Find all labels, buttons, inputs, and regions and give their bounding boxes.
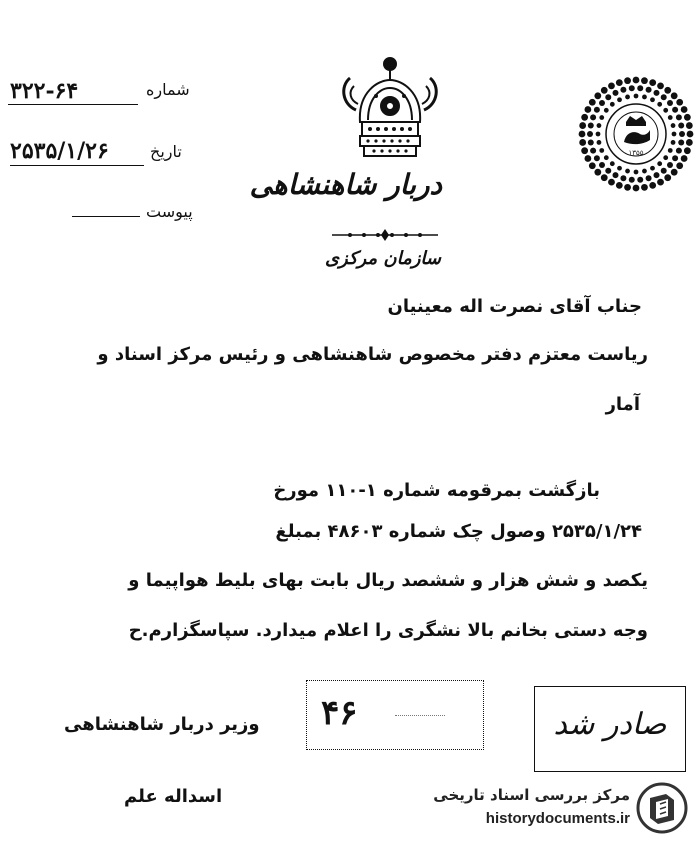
seal-dot bbox=[616, 182, 623, 189]
seal-dot bbox=[649, 79, 656, 86]
seal-dot bbox=[676, 99, 683, 106]
watermark-site: historydocuments.ir bbox=[485, 810, 630, 827]
seal-dot bbox=[594, 169, 601, 176]
seal-dot bbox=[687, 131, 694, 138]
seal-dot bbox=[584, 155, 591, 162]
seal-dot bbox=[608, 179, 615, 186]
seal-dot bbox=[667, 162, 673, 168]
seal-dot bbox=[637, 85, 643, 91]
seal-dot bbox=[599, 115, 604, 120]
seal-dot bbox=[686, 139, 693, 146]
attachment-underline bbox=[72, 216, 140, 217]
date-underline bbox=[10, 165, 144, 166]
number-underline bbox=[8, 104, 138, 105]
seal-dot bbox=[613, 172, 619, 178]
seal-dot bbox=[587, 131, 593, 137]
seal-dot bbox=[597, 123, 602, 128]
seal-dot bbox=[620, 87, 626, 93]
watermark bbox=[412, 780, 692, 836]
seal-dot bbox=[641, 184, 648, 191]
signature-title: وزیر دربار شاهنشاهی bbox=[64, 714, 260, 735]
seal-dot bbox=[610, 102, 615, 107]
seal-dot bbox=[634, 94, 639, 99]
seal-dot bbox=[594, 155, 600, 161]
letter-line-2: ریاست معتزم دفتر مخصوص شاهنشاهی و رئیس مرکز اسناد و bbox=[97, 344, 648, 365]
paragraph-line-3: یکصد و شش هزار و ششصد ریال بابت بهای بلیط هواپیما و bbox=[128, 570, 648, 591]
seal-dot bbox=[599, 100, 605, 106]
seal-dot bbox=[684, 147, 691, 154]
paragraph-line-1: بازگشت بمرقومه شماره ۱-۱۱۰ مورخ bbox=[273, 480, 600, 501]
seal-dot bbox=[581, 114, 588, 121]
seal-dot bbox=[678, 123, 684, 129]
seal-dot bbox=[663, 108, 668, 113]
handwritten-note-box bbox=[306, 680, 484, 750]
seal-emblem bbox=[578, 76, 694, 192]
seal-dot bbox=[681, 106, 688, 113]
faint-scribble bbox=[395, 715, 445, 716]
seal-dot bbox=[629, 85, 635, 91]
seal-dot bbox=[604, 108, 609, 113]
seal-dot bbox=[605, 168, 611, 174]
seal-dot bbox=[681, 155, 688, 162]
seal-dot bbox=[664, 87, 671, 94]
seal-dot bbox=[624, 77, 631, 84]
seal-dot bbox=[667, 100, 673, 106]
seal-dot bbox=[601, 174, 608, 181]
seal-dot bbox=[629, 177, 635, 183]
seal-dot bbox=[676, 114, 682, 120]
seal-dot bbox=[590, 114, 596, 120]
handwritten-number: ۴۶ bbox=[321, 693, 358, 733]
seal-dot bbox=[597, 140, 602, 145]
seal-dot bbox=[588, 123, 594, 129]
seal-dot bbox=[633, 185, 640, 192]
seal-dot bbox=[654, 90, 660, 96]
seal-dot bbox=[624, 184, 631, 191]
number-label: شماره bbox=[146, 80, 190, 99]
date-label: تاریخ bbox=[150, 142, 182, 161]
watermark-logo-icon bbox=[636, 782, 688, 834]
seal-dot bbox=[657, 82, 664, 89]
seal-dot bbox=[625, 95, 630, 100]
seal-dot bbox=[642, 169, 647, 174]
seal-dot bbox=[579, 139, 586, 146]
seal-dot bbox=[672, 107, 678, 113]
seal-dot bbox=[686, 122, 693, 129]
seal-dot bbox=[649, 182, 656, 189]
seal-dot bbox=[668, 115, 673, 120]
number-value: ۳۲۲-۶۴ bbox=[10, 78, 79, 104]
seal-dot bbox=[661, 94, 667, 100]
seal-dot bbox=[684, 114, 691, 121]
seal-dot bbox=[625, 169, 630, 174]
seal-dot bbox=[584, 106, 591, 113]
seal-dot bbox=[633, 77, 640, 84]
paragraph-line-2: ۲۵۳۵/۱/۲۴ وصول چک شماره ۴۸۶۰۳ بمبلغ bbox=[275, 521, 642, 542]
seal-dot bbox=[671, 140, 676, 145]
ornamental-divider bbox=[330, 228, 440, 242]
seal-dot bbox=[664, 174, 671, 181]
signature-name: اسداله علم bbox=[124, 786, 223, 807]
seal-dot bbox=[613, 90, 619, 96]
seal-dot bbox=[634, 170, 639, 175]
seal-dot bbox=[581, 147, 588, 154]
date-value: ۲۵۳۵/۱/۲۶ bbox=[10, 138, 109, 164]
crown-emblem bbox=[330, 50, 450, 170]
seal-dot bbox=[663, 155, 668, 160]
seal-dot bbox=[672, 132, 677, 137]
letter-line-3: آمار bbox=[605, 394, 640, 415]
seal-dot bbox=[599, 162, 605, 168]
seal-dot bbox=[617, 97, 622, 102]
seal-dot bbox=[671, 169, 678, 176]
seal-dot bbox=[594, 92, 601, 99]
seal-dot bbox=[654, 172, 660, 178]
seal-dot bbox=[589, 162, 596, 169]
seal-dot bbox=[594, 107, 600, 113]
watermark-title: مرکز بررسی اسناد تاریخی bbox=[433, 786, 630, 804]
emblem-year: ۱۳۵۵ bbox=[628, 149, 644, 157]
seal-dot bbox=[590, 148, 596, 154]
seal-dot bbox=[579, 122, 586, 129]
seal-dot bbox=[671, 92, 678, 99]
seal-dot bbox=[601, 87, 608, 94]
seal-dot bbox=[679, 131, 685, 137]
seal-dot bbox=[637, 177, 643, 183]
seal-dot bbox=[650, 97, 655, 102]
seal-dot bbox=[657, 161, 662, 166]
seal-dot bbox=[657, 179, 664, 186]
seal-dot bbox=[676, 162, 683, 169]
seal-dot bbox=[671, 123, 676, 128]
seal-dot bbox=[596, 132, 601, 137]
paragraph-line-4: وجه دستی بخانم بالا نشگری را اعلام میدارد. سپاسگزارم.ح bbox=[128, 620, 648, 641]
attachment-label: پیوست bbox=[146, 202, 193, 221]
seal-dot bbox=[579, 131, 586, 138]
issued-stamp bbox=[534, 686, 686, 772]
seal-dot bbox=[641, 77, 648, 84]
seal-dot bbox=[646, 175, 652, 181]
seal-dot bbox=[650, 166, 655, 171]
seal-dot bbox=[608, 82, 615, 89]
org-subtitle: سازمان مرکزی bbox=[324, 248, 442, 269]
seal-dot bbox=[672, 155, 678, 161]
seal-dot bbox=[610, 161, 615, 166]
seal-dot bbox=[588, 139, 594, 145]
seal-dot bbox=[646, 87, 652, 93]
seal-dot bbox=[599, 148, 604, 153]
seal-dot bbox=[678, 139, 684, 145]
seal-dot bbox=[676, 148, 682, 154]
issued-stamp-text: صادر شد bbox=[553, 707, 667, 742]
seal-dot bbox=[668, 148, 673, 153]
court-title: دربار شاهنشاهی bbox=[249, 168, 442, 201]
seal-dot bbox=[616, 79, 623, 86]
seal-dot bbox=[642, 95, 647, 100]
addressee-line: جناب آقای نصرت اله معینیان bbox=[387, 296, 642, 317]
seal-dot bbox=[617, 166, 622, 171]
seal-dot bbox=[605, 94, 611, 100]
seal-dot bbox=[657, 102, 662, 107]
seal-dot bbox=[604, 155, 609, 160]
seal-dot bbox=[661, 168, 667, 174]
seal-dot bbox=[620, 175, 626, 181]
seal-dot bbox=[589, 99, 596, 106]
